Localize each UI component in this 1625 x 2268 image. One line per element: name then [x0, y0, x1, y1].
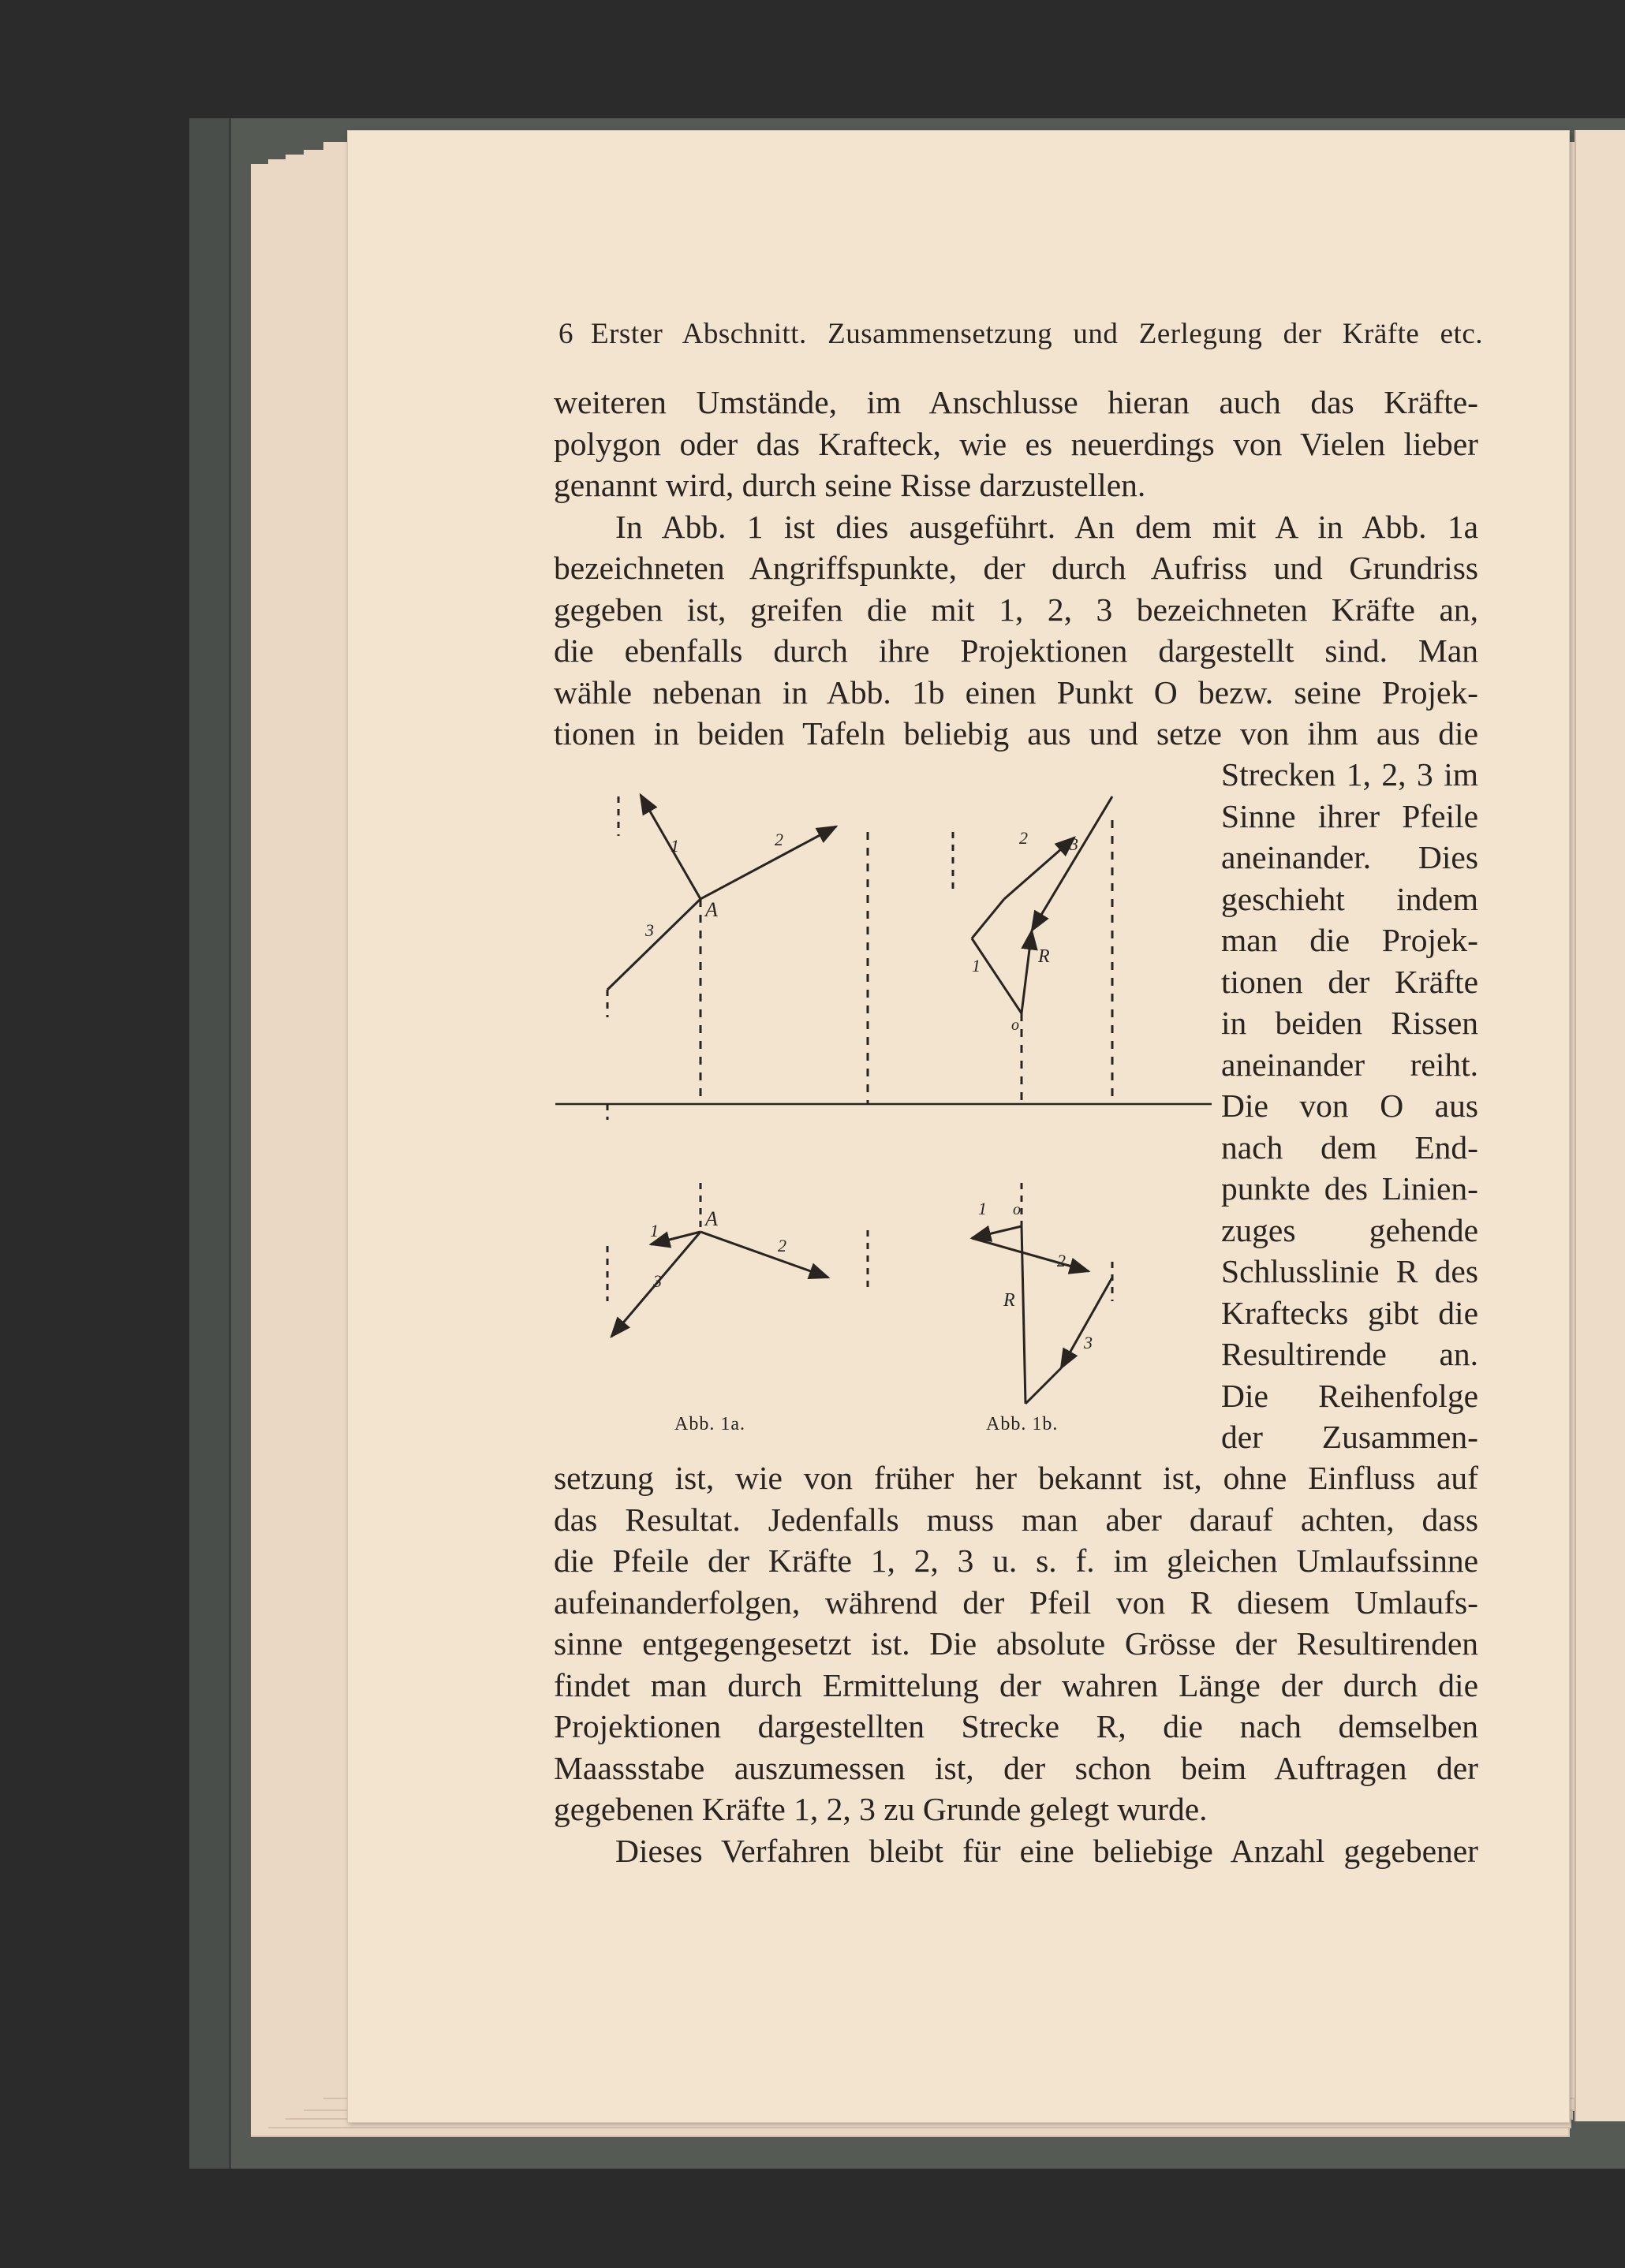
label-force-1: 1	[671, 836, 679, 856]
force-3-polygon-ground	[1061, 1278, 1112, 1368]
page-number: 6	[558, 318, 573, 350]
text-line: Sinne ihrer Pfeile	[1221, 797, 1478, 834]
text-line: in beiden Rissen	[1221, 1005, 1478, 1041]
text-line: nach dem End-	[1221, 1128, 1478, 1166]
label-force-1-c: 1	[650, 1221, 659, 1240]
text-line: gegebenen Kräfte 1, 2, 3 zu Grunde gelegt wurde.	[554, 1791, 1208, 1827]
text-line: die ebenfalls durch ihre Projektionen dargestellt sind. Man	[554, 632, 1478, 669]
resultant-projection	[1022, 931, 1032, 1013]
text-line: Projektionen dargestellten Strecke R, die nach demselben	[554, 1708, 1478, 1744]
text-line: Dieses Verfahren bleibt für eine beliebige Anzahl gegebener	[615, 1832, 1478, 1869]
text-line: aneinander. Dies	[1221, 839, 1478, 875]
label-force-2: 2	[775, 830, 783, 849]
label-force-2-d: 2	[1057, 1251, 1066, 1270]
label-o-lower: o	[1013, 1201, 1021, 1218]
caption-abb-1b: Abb. 1b.	[986, 1414, 1059, 1434]
label-force-3-d: 3	[1084, 1333, 1093, 1352]
text-line: zuges gehende	[1221, 1211, 1478, 1248]
label-force-1-b: 1	[972, 956, 981, 975]
label-force-1-d: 1	[978, 1199, 987, 1218]
force-1-polygon	[972, 938, 1022, 1013]
label-force-3-b: 3	[1070, 834, 1078, 854]
label-force-2-c: 2	[778, 1236, 786, 1255]
label-o-upper: o	[1011, 1016, 1019, 1034]
text-line: gegeben ist, greifen die mit 1, 2, 3 bezeichneten Kräfte an,	[554, 591, 1478, 628]
label-force-3: 3	[645, 920, 654, 940]
text-line: Strecken 1, 2, 3 im	[1221, 756, 1478, 793]
text-line: Die Reihenfolge	[1221, 1377, 1478, 1414]
text-line: Die von O aus	[1221, 1087, 1478, 1124]
label-a-upper: A	[705, 898, 718, 921]
force-2-projection	[700, 826, 836, 899]
text-line: Kraftecks gibt die	[1221, 1294, 1478, 1331]
text-line: aufeinanderfolgen, während der Pfeil von R diesem Umlaufs-	[554, 1583, 1478, 1621]
book-spine-edge	[189, 118, 231, 2169]
label-r-lower: R	[1003, 1290, 1015, 1311]
caption-abb-1a: Abb. 1a.	[674, 1414, 745, 1434]
text-line: geschieht indem	[1221, 880, 1478, 917]
facing-page	[1575, 130, 1625, 2121]
text-line: wähle nebenan in Abb. 1b einen Punkt O bezw. seine Projek-	[554, 673, 1478, 711]
text-line: In Abb. 1 ist dies ausgeführt. An dem mit A in Abb. 1a	[615, 508, 1478, 545]
running-header	[558, 317, 1483, 351]
label-force-3-c: 3	[653, 1271, 662, 1291]
text-line: die Pfeile der Kräfte 1, 2, 3 u. s. f. im gleichen Umlaufssinne	[554, 1542, 1478, 1579]
label-r-upper: R	[1038, 946, 1050, 967]
text-line: bezeichneten Angriffspunkte, der durch Aufriss und Grundriss	[554, 550, 1478, 586]
force-2-polygon-ground	[972, 1238, 1089, 1271]
text-line: Resultirende an.	[1221, 1336, 1478, 1372]
text-line: man die Projek-	[1221, 922, 1478, 958]
text-line: findet man durch Ermittelung der wahren Länge der durch die	[554, 1666, 1478, 1703]
text-line: tionen der Kräfte	[1221, 963, 1478, 1000]
label-a-lower: A	[705, 1207, 718, 1230]
text-line: das Resultat. Jedenfalls muss man aber darauf achten, dass	[554, 1501, 1478, 1538]
text-line: Maassstabe auszumessen ist, der schon beim Auftragen der	[554, 1749, 1478, 1786]
force-3-projection	[607, 899, 700, 990]
text-line: weiteren Umstände, im Anschlusse hieran auch das Kräfte-	[554, 384, 1478, 420]
text-line: punkte des Linien-	[1221, 1170, 1478, 1207]
text-line: genannt wird, durch seine Risse darzustellen.	[554, 467, 1146, 503]
text-line: setzung ist, wie von früher her bekannt ist, ohne Einfluss auf	[554, 1460, 1478, 1496]
label-force-2-b: 2	[1019, 828, 1028, 848]
text-line: aneinander reiht.	[1221, 1046, 1478, 1083]
running-title: Erster Abschnitt. Zusammensetzung und Zerlegung der Kräfte etc.	[591, 318, 1483, 350]
force-2-ground	[700, 1232, 828, 1278]
figure-abb-1	[552, 789, 1215, 1443]
text-line: der Zusammen-	[1221, 1419, 1478, 1455]
text-line: sinne entgegengesetzt ist. Die absolute Grösse der Resultirenden	[554, 1625, 1478, 1662]
text-line: Schlusslinie R des	[1221, 1253, 1478, 1289]
text-line: tionen in beiden Tafeln beliebig aus und setze von ihm aus die	[554, 715, 1478, 752]
text-line: polygon oder das Krafteck, wie es neuerdings von Vielen lieber	[554, 425, 1478, 462]
force-2-polygon	[1004, 837, 1074, 899]
force-1-polygon-ground	[972, 1226, 1022, 1238]
